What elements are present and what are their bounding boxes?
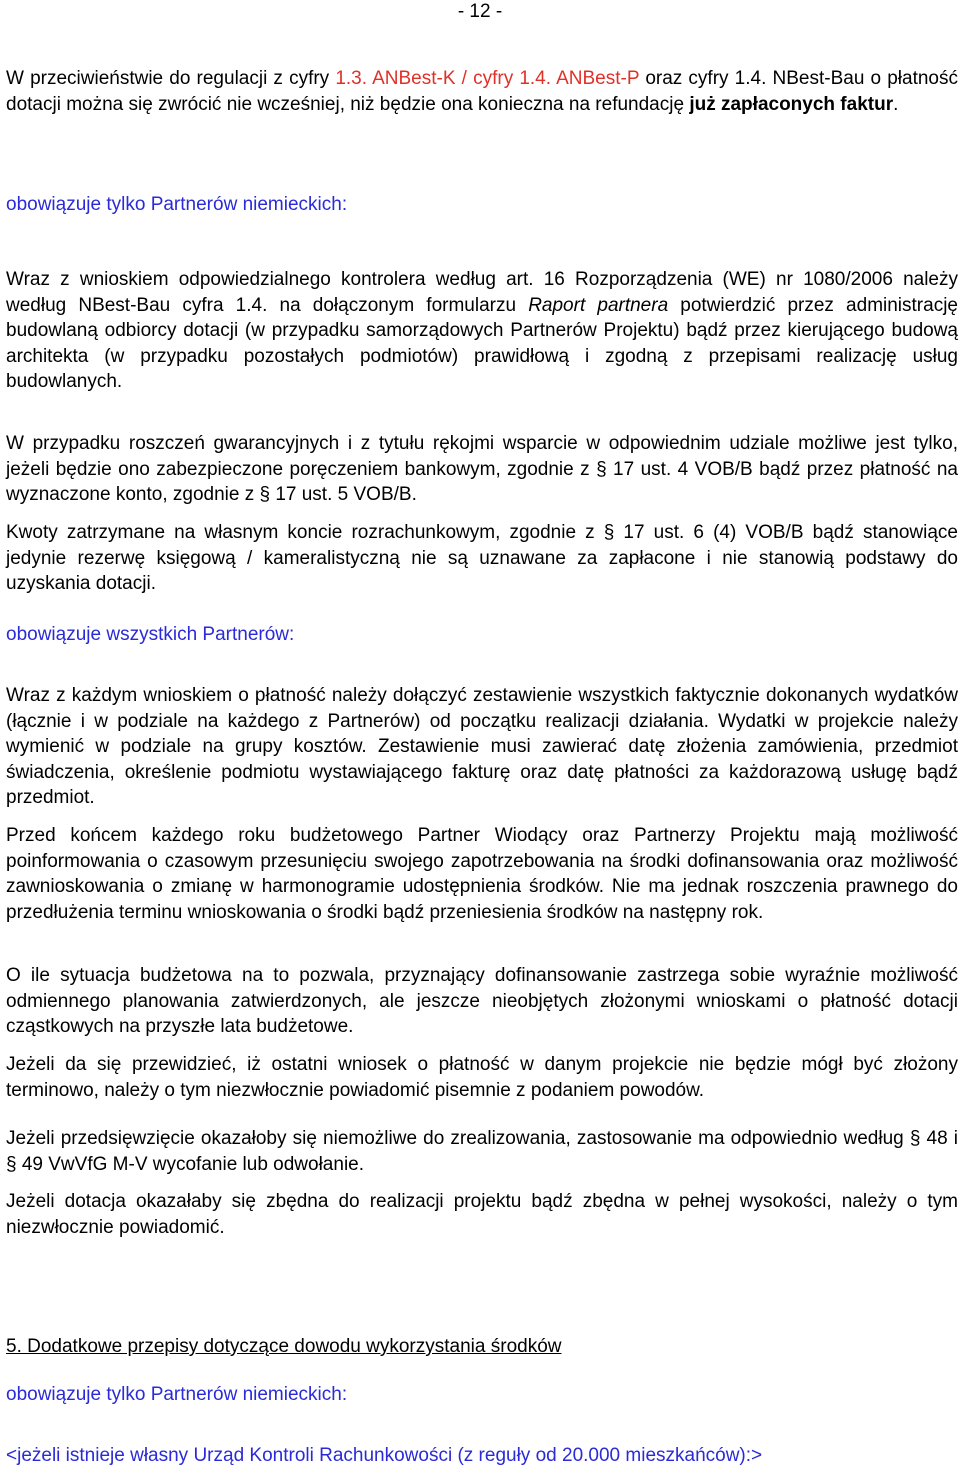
paragraph-controller-report: [6, 267, 958, 395]
heading-german-partners-only: obowiązuje tylko Partnerów niemieckich:: [6, 194, 348, 215]
paragraph-payment-request-timing: [6, 66, 958, 117]
paragraph-budget-year: Przed końcem każdego roku budżetowego Partner Wiodący oraz Partnerzy Projektu mają możliwość poinformowania o czasowym przesunięciu swojego zapotrzebowania na środki dofinansowania oraz możliwość zawnioskowania o zmianę w harmonogramie udostępnienia środków. Nie ma jednak roszczenia prawnego do przedłużenia terminu wnioskowania o środki bądź przeniesienia środków na następny rok.: [6, 825, 958, 923]
page-number: - 12 -: [457, 1, 503, 22]
section-5-heading: [6, 1334, 958, 1360]
heading-german-partners-only-2: obowiązuje tylko Partnerów niemieckich:: [6, 1384, 348, 1405]
form-name: Raport partnera: [528, 294, 669, 316]
text: .: [893, 93, 899, 115]
section-heading-text: 5. Dodatkowe przepisy dotyczące dowodu wykorzystania środków: [6, 1336, 562, 1357]
paragraph-budget-planning: O ile sytuacja budżetowa na to pozwala, przyznający dofinansowanie zastrzega sobie wyraźnie możliwość odmiennego planowania zatwierdzonych, ale jeszcze nieobjętych złożonymi wnioskami o płatność dotacji cząstkowych na przyszłe lata budżetowe.: [6, 965, 958, 1037]
heading-all-partners: obowiązuje wszystkich Partnerów:: [6, 624, 295, 645]
paragraph-impossible-project: Jeżeli przedsięwzięcie okazałoby się niemożliwe do zrealizowania, zastosowanie ma odpowiednio według § 48 i § 49 VwVfG M-V wycofanie lub odwołanie.: [6, 1128, 958, 1175]
conditional-note: <jeżeli istnieje własny Urząd Kontroli Rachunkowości (z reguły od 20.000 mieszkańców):>: [6, 1445, 763, 1466]
regulation-reference: 1.3. ANBest-K / cyfry 1.4. ANBest-P: [335, 68, 640, 89]
text: potwierdzić przez administrację budowlaną odbiorcy dotacji (w przypadku samorządowych Partnerów Projektu) bądź przez kierującego budową architekta (w przypadku pozostałych podmiotów) prawidłową i zgodną z przepisami realizację usług budowlanych.: [6, 294, 958, 392]
paragraph-retained-amounts: Kwoty zatrzymane na własnym koncie rozrachunkowym, zgodnie z § 17 ust. 6 (4) VOB/B bądź stanowiące jedynie rezerwę księgową / kameralistyczną nie są uznawane za zapłacone i nie stanowią podstawy do uzyskania dotacji.: [6, 522, 958, 594]
paragraph-final-request: Jeżeli da się przewidzieć, iż ostatni wniosek o płatność w danym projekcie nie będzie mógł być złożony terminowo, należy o tym niezwłocznie powiadomić pisemnie z podaniem powodów.: [6, 1054, 958, 1101]
text: Wraz z wnioskiem odpowiedzialnego kontrolera według art. 16 Rozporządzenia (WE) nr 1080/2006 należy według NBest-Bau cyfra 1.4. na dołączonym formularzu: [6, 269, 958, 316]
text: W przeciwieństwie do regulacji z cyfry: [6, 68, 336, 89]
paragraph-warranty-claims: W przypadku roszczeń gwarancyjnych i z tytułu rękojmi wsparcie w odpowiednim udziale możliwe jest tylko, jeżeli będzie ono zabezpieczone poręczeniem bankowym, zgodnie z § 17 ust. 4 VOB/B bądź przez płatność na wyznaczone konto, zgodnie z § 17 ust. 5 VOB/B.: [6, 433, 958, 505]
paragraph-unneeded-grant: Jeżeli dotacja okazałaby się zbędna do realizacji projektu bądź zbędna w pełnej wysokości, należy o tym niezwłocznie powiadomić.: [6, 1191, 958, 1238]
paragraph-expense-statement: Wraz z każdym wnioskiem o płatność należy dołączyć zestawienie wszystkich faktycznie dokonanych wydatków (łącznie i w podziale na każdego z Partnerów) od początku realizacji działania. Wydatki w projekcie należy wymienić w podziale na grupy kosztów. Zestawienie musi zawierać datę złożenia zamówienia, przedmiot świadczenia, określenie podmiotu wystawiającego fakturę oraz datę płatności za każdorazową usługę bądź przedmiot.: [6, 685, 958, 808]
emphasis: już zapłaconych faktur: [689, 93, 894, 115]
text: oraz cyfry 1.4. NBest-Bau o płatność dotacji można się zwrócić nie wcześniej, niż będzie ona konieczna na refundację: [6, 68, 958, 115]
